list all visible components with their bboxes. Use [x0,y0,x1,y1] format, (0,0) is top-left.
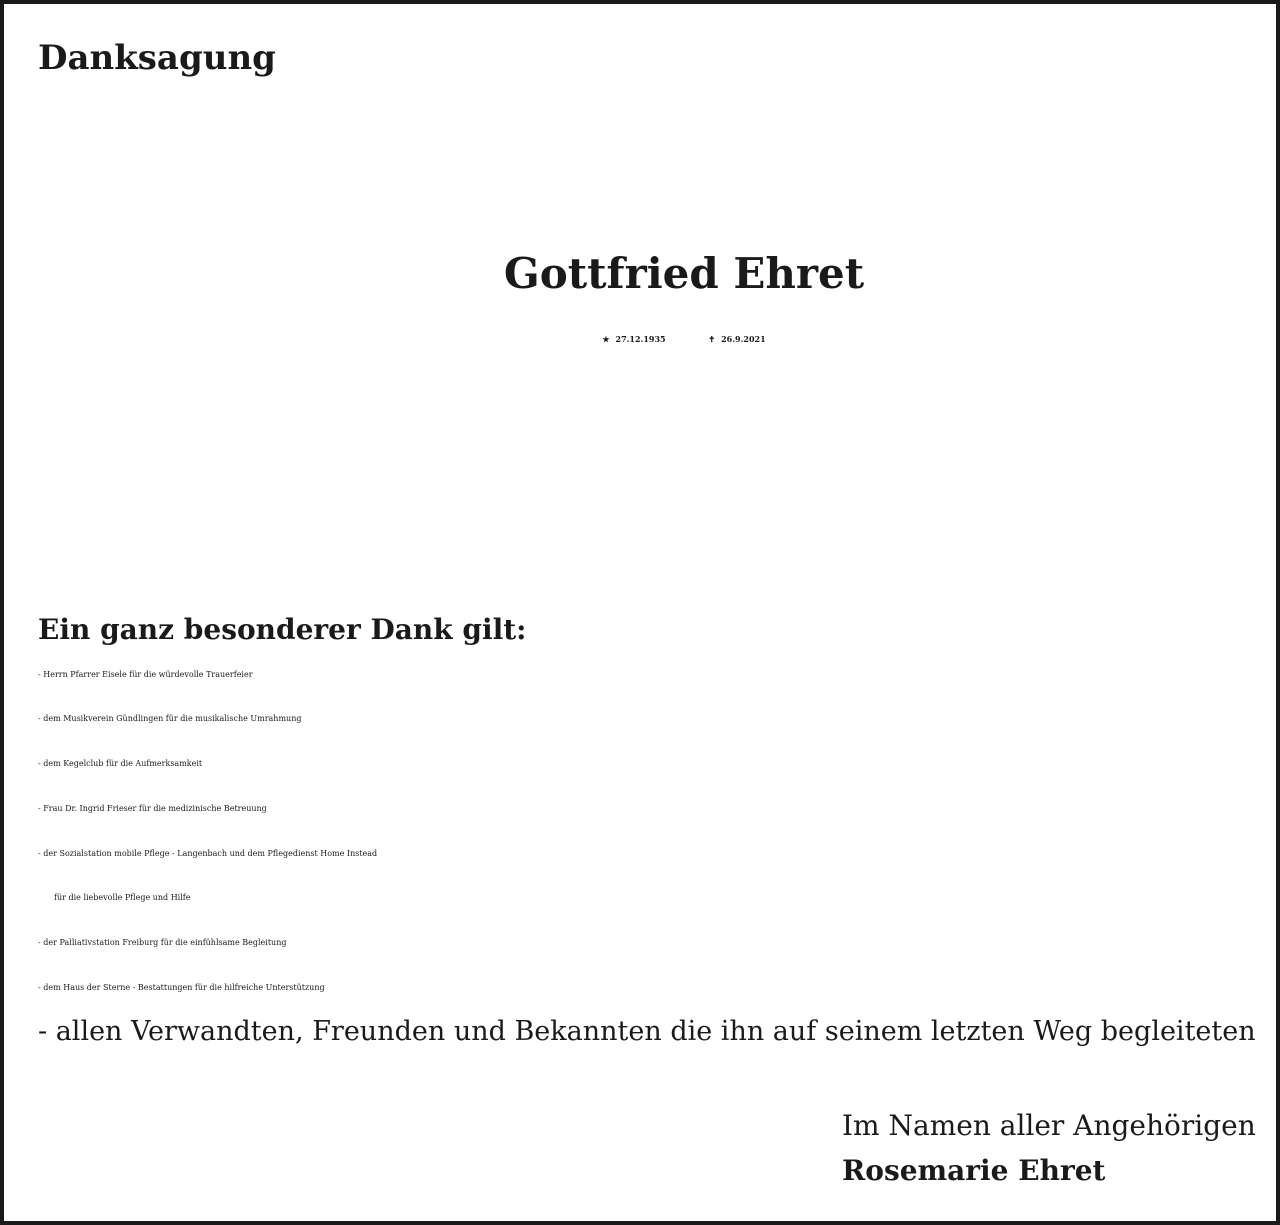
list-item-text: - der Palliativstation Freiburg für die einfühlsame Begleitung [38,937,287,947]
list-item-text: - der Sozialstation mobile Pflege - Langenbach und dem Pflegedienst Home Instead [38,848,378,858]
notice-heading: Danksagung [38,38,276,78]
list-item-text-continued: für die liebevolle Pflege und Hilfe [54,893,191,903]
cross-icon: ✝ [708,334,716,344]
body-line [0,533,1280,578]
list-item-text: - dem Musikverein Gündlingen für die musikalische Umrahmung [38,714,302,724]
special-thanks-section [38,608,1256,1055]
list-item [38,1010,1256,1055]
list-item-text: - allen Verwandten, Freunden und Bekannten die ihn auf seinem letzten Weg begleiteten [38,1016,1256,1048]
list-item [38,966,1256,1011]
birth-date-group [602,318,665,360]
intro-text [0,108,1280,198]
birth-date: 27.12.1935 [615,334,666,344]
list-item [38,921,1256,966]
list-item [38,787,1256,832]
body-line [0,488,1280,533]
signature-block [842,1103,1256,1193]
body-line [0,443,1280,488]
signature-line: Im Namen aller Angehörigen [842,1109,1256,1142]
list-item-text: - Frau Dr. Ingrid Frieser für die medizinische Betreuung [38,803,267,813]
body-text [0,398,1280,578]
body-line [0,398,1280,443]
list-item [38,697,1256,742]
deceased-name: Gottfried Ehret [503,249,865,298]
death-date-group [708,318,765,360]
signer-name: Rosemarie Ehret [842,1154,1106,1187]
list-item [38,832,1256,921]
list-item-text: - dem Kegelclub für die Aufmerksamkeit [38,759,203,769]
special-thanks-title: Ein ganz besonderer Dank gilt: [38,613,527,646]
list-item-text: - dem Haus der Sterne - Bestattungen für die hilfreiche Unterstützung [38,982,325,992]
star-icon: ★ [602,334,610,344]
life-dates [44,318,1280,360]
list-item [38,653,1256,698]
list-item [38,742,1256,787]
intro-line [0,108,1280,153]
thanks-list [38,653,1256,1055]
intro-line [0,153,1280,198]
death-date: 26.9.2021 [721,334,766,344]
list-item-text: - Herrn Pfarrer Eisele für die würdevolle Trauerfeier [38,669,253,679]
